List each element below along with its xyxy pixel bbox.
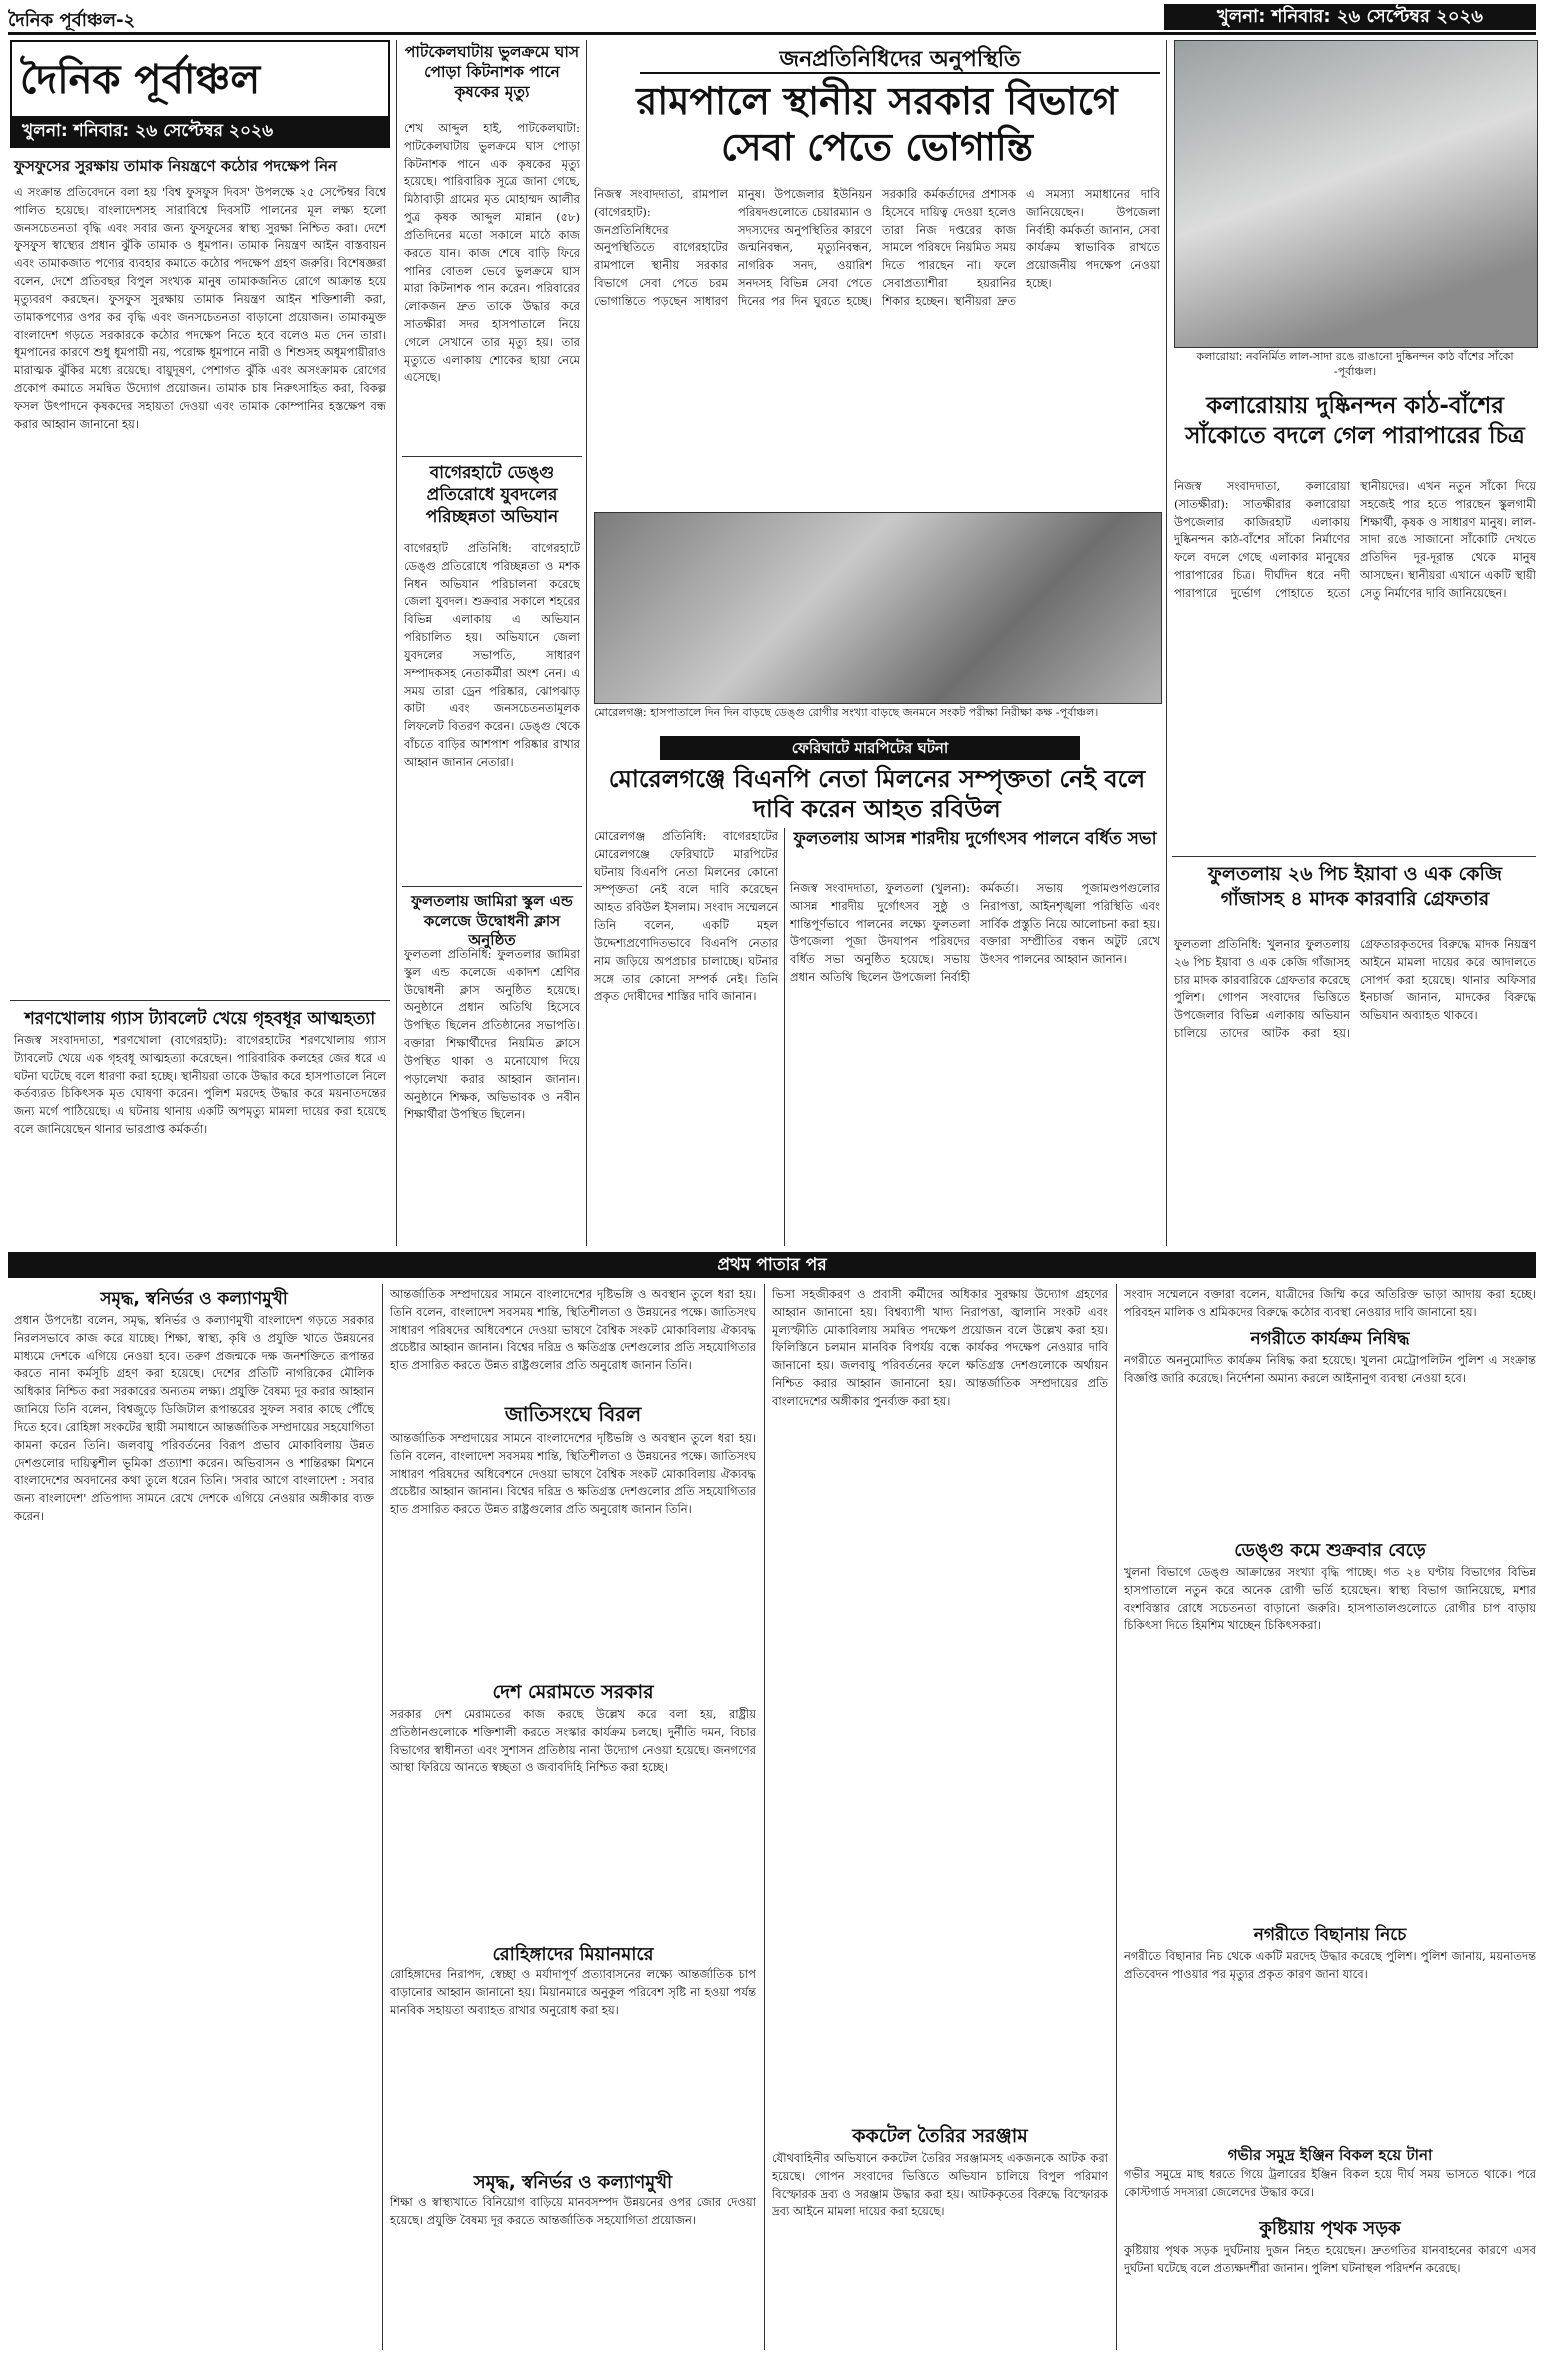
b2-headline2: দেশ মেরামতে সরকার (492, 1681, 654, 1703)
farmer-death-body: শেখ আব্দুল হাই, পাটকেলঘাটা: পাটকেলঘাটায় ভুলক্রমে ঘাস পোড়া কিটনাশক পানে এক কৃষকের মৃত্যু হয়েছে। পারিবারিক সূত্রে জানা গেছে, মিঠাবাড়ী গ্রামের মৃত মোহাম্মদ আলীর পুত্র কৃষক আব্দুল মান্নান (৫৮) প্রতিদিনের মতো সকালে মাঠে কাজ করতে যান। কাজ শেষে বাড়ি ফিরে পানির বোতল ভেবে ভুলক্রমে ঘাস মারা কিটনাশক পান করেন। পরিবারের লোকজন দ্রুত তাকে উদ্ধার করে সাতক্ষীরা সদর হাসপাতালে নিয়ে গেলে সেখানে তার মৃত্যু হয়। তার মৃত্যুতে এলাকায় শোকের ছায়া নেমে এসেছে। (404, 121, 580, 385)
drug-arrest-body: ফুলতলা প্রতিনিধি: খুলনার ফুলতলায় ২৬ পিচ ইয়াবা ও এক কেজি গাঁজাসহ চার মাদক কারবারিকে গ্রেফতার করেছে পুলিশ। গোপন সংবাদের ভিত্তিতে উপজেলার বিভিন্ন এলাকায় অভিযান চালিয়ে তাদের আটক করা হয়। গ্রেফতারকৃতদের বিরুদ্ধে মাদক নিয়ন্ত্রণ আইনে মামলা দায়ের করে আদালতে সোপর্দ করা হয়েছে। থানার অফিসার ইনচার্জ জানান, মাদকের বিরুদ্ধে অভিযান অব্যাহত থাকবে। (1174, 937, 1536, 1041)
b2-body4: শিক্ষা ও স্বাস্থ্যখাতে বিনিয়োগ বাড়িয়ে মানবসম্পদ উন্নয়নের ওপর জোর দেওয়া হয়েছে। প্রযুক্তি বৈষম্য দূর করতে আন্তর্জাতিক সহযোগিতা প্রয়োজন। (390, 2195, 756, 2227)
b2-intro: আন্তর্জাতিক সম্প্রদায়ের সামনে বাংলাদেশের দৃষ্টিভঙ্গি ও অবস্থান তুলে ধরা হয়। তিনি বলেন, বাংলাদেশ সবসময় শান্তি, স্থিতিশীলতা ও উন্নয়নের পক্ষে। জাতিসংঘ সাধারণ পরিষদের অধিবেশনে দেওয়া ভাষণে বৈশ্বিক সংকট মোকাবিলায় ঐক্যবদ্ধ প্রচেষ্টার আহ্বান জানান। বিশ্বের দরিদ্র ও ক্ষতিগ্রস্ত দেশগুলোর প্রতি সহযোগিতার হাত প্রসারিত করতে উন্নত রাষ্ট্রগুলোর প্রতি অনুরোধ জানান তিনি। (390, 1287, 756, 1373)
b2-headline1: জাতিসংঘে বিরল (504, 1402, 642, 1426)
morel-headline: মোরেলগঞ্জে বিএনপি নেতা মিলনের সম্পৃক্ততা নেই বলে দাবি করেন আহত রবিউল (608, 765, 1146, 823)
masthead-date: খুলনা: শনিবার: ২৬ সেপ্টেম্বর ২০২৬ (12, 116, 388, 146)
b5-body4: গভীর সমুদ্রে মাছ ধরতে গিয়ে ট্রলারের ইঞ্জিন বিকল হয়ে দীর্ঘ সময় ভাসতে থাকে। পরে কোস্টগার্ড সদস্যরা জেলেদের উদ্ধার করে। (1124, 2167, 1536, 2199)
b2-body2: সরকার দেশ মেরামতের কাজ করছে উল্লেখ করে বলা হয়, রাষ্ট্রীয় প্রতিষ্ঠানগুলোকে শক্তিশালী করতে সংস্কার কার্যক্রম চলছে। দুর্নীতি দমন, বিচার বিভাগের স্বাধীনতা এবং সুশাসন প্রতিষ্ঠায় নানা উদ্যোগ নেওয়া হয়েছে। জনগণের আস্থা ফিরিয়ে আনতে স্বচ্ছতা ও জবাবদিহি নিশ্চিত করা হচ্ছে। (390, 1707, 756, 1775)
header-rule (8, 32, 1536, 35)
bridge-photo-caption: কলারোয়া: নবনির্মিত লাল-সাদা রঙে রাঙানো দুষ্কিনন্দন কাঠ বাঁশের সাঁকো -পূর্বাঞ্চল। (1196, 350, 1514, 378)
puja-headline: ফুলতলায় আসন্ন শারদীয় দুর্গোৎসব পালনে বর্ধিত সভা (793, 829, 1157, 849)
college-class-body: ফুলতলা প্রতিনিধি: ফুলতলার জামিরা স্কুল এন্ড কলেজে একাদশ শ্রেণির উদ্বোধনী ক্লাস অনুষ্ঠিত হয়েছে। অনুষ্ঠানে প্রধান অতিথি হিসেবে উপস্থিত ছিলেন প্রতিষ্ঠানের সভাপতি। বক্তারা শিক্ষার্থীদের নিয়মিত ক্লাসে উপস্থিত থাকা ও মনোযোগ দিয়ে পড়ালেখা করার আহ্বান জানান। অনুষ্ঠানে শিক্ষক, অভিভাবক ও নবীন শিক্ষার্থীরা উপস্থিত ছিলেন। (404, 947, 580, 1122)
lead-kicker: জনপ্রতিনিধিদের অনুপস্থিতি (640, 42, 1160, 74)
section-band: প্রথম পাতার পর (8, 1252, 1536, 1278)
b5-headline4: গভীর সমুদ্র ইঞ্জিন বিকল হয়ে টানা (1227, 2146, 1433, 2164)
b1-headline: সমৃদ্ধ, স্বনির্ভর ও কল্যাণমুখী (100, 1289, 288, 1309)
b5-body2: খুলনা বিভাগে ডেঙ্গু আক্রান্তের সংখ্যা বৃদ্ধি পাচ্ছে। গত ২৪ ঘণ্টায় বিভাগের বিভিন্ন হাসপাতালে নতুন করে অনেক রোগী ভর্তি হয়েছেন। স্বাস্থ্য বিভাগ জানিয়েছে, মশার বংশবিস্তার রোধে সচেতনতা বাড়ানো জরুরি। হাসপাতালগুলোতে রোগীর চাপ বাড়ায় চিকিৎসা দিতে হিমশিম খাচ্ছেন চিকিৎসকরা। (1124, 1565, 1536, 1633)
b2-body3: রোহিঙ্গাদের নিরাপদ, স্বেচ্ছা ও মর্যাদাপূর্ণ প্রত্যাবাসনের লক্ষ্যে আন্তর্জাতিক চাপ বাড়ানোর আহ্বান জানানো হয়। মিয়ানমারে অনুকূল পরিবেশ সৃষ্টি না হওয়া পর্যন্ত মানবিক সহায়তা অব্যাহত রাখার অনুরোধ করা হয়। (390, 1967, 756, 2017)
col-divider-2 (586, 40, 587, 1246)
morel-body: মোরেলগঞ্জ প্রতিনিধি: বাগেরহাটের মোরেলগঞ্জে ফেরিঘাটে মারপিটের ঘটনায় বিএনপি নেতা মিলনের কোনো সম্পৃক্ততা নেই বলে দাবি করেছেন আহত রবিউল ইসলাম। সংবাদ সম্মেলনে তিনি বলেন, একটি মহল উদ্দেশ্যপ্রণোদিতভাবে বিএনপি নেতার নাম জড়িয়ে অপপ্রচার চালাচ্ছে। ঘটনার সঙ্গে তার কোনো সম্পর্ক নেই। তিনি প্রকৃত দোষীদের শাস্তির দাবি জানান। (594, 829, 778, 1004)
bottom-divider-3 (1116, 1284, 1117, 2350)
dengue-drive-body: বাগেরহাট প্রতিনিধি: বাগেরহাটে ডেঙ্গু প্রতিরোধে পরিচ্ছন্নতা ও মশক নিধন অভিযান পরিচালনা করেছে জেলা যুবদল। শুক্রবার সকালে শহরের বিভিন্ন এলাকায় এ অভিযান পরিচালিত হয়। অভিযানে জেলা যুবদলের সভাপতি, সাধারণ সম্পাদকসহ নেতাকর্মীরা অংশ নেন। এ সময় তারা ড্রেন পরিষ্কার, ঝোপঝাড় কাটা এবং জনসচেতনতামূলক লিফলেট বিতরণ করেন। ডেঙ্গু থেকে বাঁচতে বাড়ির আশপাশ পরিষ্কার রাখার আহ্বান জানান নেতারা। (404, 541, 580, 769)
kolaroa-body: নিজস্ব সংবাদদাতা, কলারোয়া (সাতক্ষীরা): সাতক্ষীরার কলারোয়া উপজেলার কাজিরহাট এলাকায় দুষ্কিনন্দন কাঠ-বাঁশের সাঁকো নির্মাণের ফলে বদলে গেছে এলাকার মানুষের পারাপারের চিত্র। দীর্ঘদিন ধরে নদী পারাপারে দুর্ভোগ পোহাতে হতো স্থানীয়দের। এখন নতুন সাঁকো দিয়ে সহজেই পার হতে পারছেন স্কুলগামী শিক্ষার্থী, কৃষক ও সাধারণ মানুষ। লাল-সাদা রঙে সাজানো সাঁকোটি দেখতে প্রতিদিন দূর-দূরান্ত থেকে মানুষ আসছেন। স্থানীয়রা এখানে একটি স্থায়ী সেতু নির্মাণের দাবি জানিয়েছেন। (1174, 479, 1536, 600)
b4-area (1124, 1286, 1536, 2350)
b5-body3: নগরীতে বিছানার নিচ থেকে একটি মরদেহ উদ্ধার করেছে পুলিশ। পুলিশ জানায়, ময়নাতদন্ত প্রতিবেদন পাওয়ার পর মৃত্যুর প্রকৃত কারণ জানা যাবে। (1124, 1949, 1536, 1981)
col-divider-1 (396, 40, 397, 1246)
b5-body1: নগরীতে অননুমোদিত কার্যক্রম নিষিদ্ধ করা হয়েছে। খুলনা মেট্রোপলিটন পুলিশ এ সংক্রান্ত বিজ্ঞপ্তি জারি করেছে। নির্দেশনা অমান্য করলে আইনানুগ ব্যবস্থা নেওয়া হবে। (1124, 1353, 1536, 1385)
col2-divider-2 (402, 886, 582, 887)
page-header-left: দৈনিক পূর্বাঞ্চল-২ (8, 10, 136, 31)
hospital-photo-caption: মোরেলগঞ্জ: হাসপাতালে দিন দিন বাড়ছে ডেঙ্গু রোগীর সংখ্যা বাড়ছে জনমনে সংকট পরীক্ষা নিরীক্ষা কক্ষ -পূর্বাঞ্চল। (594, 706, 1099, 719)
b2-body1: আন্তর্জাতিক সম্প্রদায়ের সামনে বাংলাদেশের দৃষ্টিভঙ্গি ও অবস্থান তুলে ধরা হয়। তিনি বলেন, বাংলাদেশ সবসময় শান্তি, স্থিতিশীলতা ও উন্নয়নের পক্ষে। জাতিসংঘ সাধারণ পরিষদের অধিবেশনে দেওয়া ভাষণে বৈশ্বিক সংকট মোকাবিলায় ঐক্যবদ্ধ প্রচেষ্টার আহ্বান জানান। বিশ্বের দরিদ্র ও ক্ষতিগ্রস্ত দেশগুলোর প্রতি সহযোগিতার হাত প্রসারিত করতে উন্নত রাষ্ট্রগুলোর প্রতি অনুরোধ জানান তিনি। (390, 1431, 756, 1517)
b5-headline2: ডেঙ্গু কমে শুক্রবার বেড়ে (1234, 1540, 1426, 1561)
kolaroa-headline: কলারোয়ায় দুষ্কিনন্দন কাঠ-বাঁশের সাঁকোতে বদলে গেল পারাপারের চিত্র (1185, 393, 1525, 449)
bottom-divider-1 (382, 1284, 383, 2350)
b5-headline1: নগরীতে কার্যক্রম নিষিদ্ধ (1250, 1329, 1410, 1349)
dengue-drive-headline: বাগেরহাটে ডেঙ্গু প্রতিরোধে যুবদলের পরিচ্ছন্নতা অভিযান (425, 463, 559, 528)
b3-body: ভিসা সহজীকরণ ও প্রবাসী কর্মীদের অধিকার সুরক্ষায় উদ্যোগ গ্রহণের আহ্বান জানানো হয়। বিশ্বব্যাপী খাদ্য নিরাপত্তা, জ্বালানি সংকট এবং মূল্যস্ফীতি মোকাবিলায় সমন্বিত পদক্ষেপ প্রয়োজন বলে উল্লেখ করা হয়। ফিলিস্তিনে চলমান মানবিক বিপর্যয় বন্ধে কার্যকর পদক্ষেপ নেওয়ার দাবি জানানো হয়। জলবায়ু পরিবর্তনের ফলে ক্ষতিগ্রস্ত দেশগুলোকে অর্থায়ন নিশ্চিত করার আহ্বান জানানো হয়। আন্তর্জাতিক সম্প্রদায়ের প্রতি বাংলাদেশের অঙ্গীকার পুনর্ব্যক্ত করা হয়। (772, 1287, 1108, 1408)
suicide-story-headline: শরণখোলায় গ্যাস ট্যাবলেট খেয়ে গৃহবধূর আত্মহত্যা (24, 1009, 376, 1029)
b2-headline3: রোহিঙ্গাদের মিয়ানমারে (492, 1944, 654, 1965)
drug-arrest-headline: ফুলতলায় ২৬ পিচ ইয়াবা ও এক কেজি গাঁজাসহ ৪ মাদক কারবারি গ্রেফতার (1208, 863, 1502, 910)
lead-headline: রামপালে স্থানীয় সরকার বিভাগে সেবা পেতে ভোগান্তি (636, 78, 1118, 170)
morel-divider (784, 828, 785, 1246)
lead-body: নিজস্ব সংবাদদাতা, রামপাল (বাগেরহাট): জনপ্রতিনিধিদের অনুপস্থিতিতে বাগেরহাটের রামপালে স্থানীয় সরকার বিভাগে সেবা পেতে চরম ভোগান্তিতে পড়ছেন সাধারণ মানুষ। উপজেলার ইউনিয়ন পরিষদগুলোতে চেয়ারম্যান ও সদস্যদের অনুপস্থিতির কারণে জন্মনিবন্ধন, মৃত্যুনিবন্ধন, নাগরিক সনদ, ওয়ারিশ সনদসহ বিভিন্ন সেবা পেতে দিনের পর দিন ঘুরতে হচ্ছে। সরকারি কর্মকর্তাদের প্রশাসক হিসেবে দায়িত্ব দেওয়া হলেও তারা নিজ দপ্তরের কাজ সামলে পরিষদে নিয়মিত সময় দিতে পারছেন না। ফলে সেবাপ্রত্যাশীরা হয়রানির শিকার হচ্ছেন। স্থানীয়রা দ্রুত এ সমস্যা সমাধানের দাবি জানিয়েছেন। উপজেলা নির্বাহী কর্মকর্তা জানান, সেবা কার্যক্রম স্বাভাবিক রাখতে প্রয়োজনীয় পদক্ষেপ নেওয়া হচ্ছে। (594, 187, 1160, 308)
suicide-story-body: নিজস্ব সংবাদদাতা, শরণখোলা (বাগেরহাট): বাগেরহাটের শরণখোলায় গ্যাস ট্যাবলেট খেয়ে এক গৃহবধূ আত্মহত্যা করেছেন। পারিবারিক কলহের জের ধরে এ ঘটনা ঘটেছে বলে ধারণা করা হচ্ছে। স্থানীয়রা তাকে উদ্ধার করে হাসপাতালে নিলে কর্তব্যরত চিকিৎসক মৃত ঘোষণা করেন। পুলিশ মরদেহ উদ্ধার করে ময়নাতদন্তের জন্য মর্গে পাঠিয়েছে। এ ঘটনায় থানায় একটি অপমৃত্যু মামলা দায়ের করা হয়েছে বলে জানিয়েছেন থানার ভারপ্রাপ্ত কর্মকর্তা। (14, 1033, 386, 1137)
b3-headline: ককটেল তৈরির সরঞ্জাম (852, 2125, 1028, 2147)
college-class-headline: ফুলতলায় জামিরা স্কুল এন্ড কলেজে উদ্বোধনী ক্লাস অনুষ্ঠিত (411, 892, 573, 949)
tobacco-story-headline: ফুসফুসের সুরক্ষায় তামাক নিয়ন্ত্রণে কঠোর পদক্ষেপ নিন (14, 157, 337, 175)
kolaroa-divider (1172, 856, 1536, 857)
b4-body-text: সংবাদ সম্মেলনে বক্তারা বলেন, যাত্রীদের জিম্মি করে অতিরিক্ত ভাড়া আদায় করা হচ্ছে। পরিবহন মালিক ও শ্রমিকদের বিরুদ্ধে কঠোর ব্যবস্থা নেওয়ার দাবি জানানো হয়। (1124, 1287, 1536, 1319)
page-header-right: খুলনা: শনিবার: ২৬ সেপ্টেম্বর ২০২৬ (1164, 4, 1536, 30)
b3-body2: যৌথবাহিনীর অভিযানে ককটেল তৈরির সরঞ্জামসহ একজনকে আটক করা হয়েছে। গোপন সংবাদের ভিত্তিতে অভিযান চালিয়ে বিপুল পরিমাণ বিস্ফোরক দ্রব্য ও সরঞ্জাম উদ্ধার করা হয়। আটককৃতের বিরুদ্ধে বিস্ফোরক দ্রব্য আইনে মামলা দায়ের করা হয়েছে। (772, 2151, 1108, 2219)
b2-headline4: সমৃদ্ধ, স্বনির্ভর ও কল্যাণমুখী (473, 2172, 673, 2193)
masthead-logo: দৈনিক পূর্বাঞ্চল (20, 56, 261, 103)
b5-headline3: নগরীতে বিছানায় নিচে (1253, 1925, 1407, 1945)
bottom-divider-2 (764, 1284, 765, 2350)
col2-divider-1 (402, 456, 582, 457)
puja-body: নিজস্ব সংবাদদাতা, ফুলতলা (খুলনা): আসন্ন শারদীয় দুর্গোৎসব সুষ্ঠু ও শান্তিপূর্ণভাবে পালনের লক্ষ্যে ফুলতলা উপজেলা পূজা উদযাপন পরিষদের বর্ধিত সভা অনুষ্ঠিত হয়েছে। সভায় প্রধান অতিথি ছিলেন উপজেলা নির্বাহী কর্মকর্তা। সভায় পূজামণ্ডপগুলোর নিরাপত্তা, আইনশৃঙ্খলা পরিস্থিতি এবং সার্বিক প্রস্তুতি নিয়ে আলোচনা করা হয়। বক্তারা সম্প্রীতির বন্ধন অটুট রেখে উৎসব পালনের আহ্বান জানান। (790, 881, 1160, 985)
masthead (10, 40, 390, 148)
morel-kicker: ফেরিঘাটে মারপিটের ঘটনা (660, 736, 1080, 760)
col-divider-3 (1166, 40, 1167, 1246)
hospital-photo (594, 512, 1162, 704)
col1-divider (10, 1000, 390, 1001)
bridge-photo (1174, 40, 1538, 348)
b5-body5: কুষ্টিয়ায় পৃথক সড়ক দুর্ঘটনায় দুজন নিহত হয়েছেন। দ্রুতগতির যানবাহনের কারণে এসব দুর্ঘটনা ঘটেছে বলে প্রত্যক্ষদর্শীরা জানান। পুলিশ ঘটনাস্থল পরিদর্শন করেছে। (1124, 2243, 1536, 2275)
tobacco-story-body: এ সংক্রান্ত প্রতিবেদনে বলা হয় 'বিশ্ব ফুসফুস দিবস' উপলক্ষে ২৫ সেপ্টেম্বর বিশ্বে পালিত হয়েছে। বাংলাদেশসহ সারাবিশ্বে দিবসটি পালনের মূল লক্ষ্য হলো জনসচেতনতা বৃদ্ধি এবং সবার জন্য ফুসফুসের স্বাস্থ্য সুরক্ষা নিশ্চিত করা। দেশে ফুসফুস স্বাস্থ্যের প্রধান ঝুঁকি তামাক ও ধূমপান। তামাক নিয়ন্ত্রণ আইন বাস্তবায়ন এবং তামাকজাত পণ্যের ব্যবহার কমাতে কঠোর পদক্ষেপ গ্রহণ জরুরি। বিশেষজ্ঞরা বলেন, দেশে প্রতিবছর বিপুল সংখ্যক মানুষ তামাকজনিত রোগে আক্রান্ত হয়ে মৃত্যুবরণ করছেন। ফুসফুস সুরক্ষায় তামাক নিয়ন্ত্রণ আইন শক্তিশালী করা, তামাকপণ্যের ওপর কর বৃদ্ধি এবং জনসচেতনতা বাড়ানো প্রয়োজন। তামাকমুক্ত বাংলাদেশ গড়তে সরকারকে কঠোর পদক্ষেপ নিতে হবে বলেও মত দেন তারা। ধূমপানের কারণে শুধু ধূমপায়ী নয়, পরোক্ষ ধূমপানে নারী ও শিশুসহ অধূমপায়ীরাও মারাত্মক ঝুঁকির মধ্যে রয়েছে। বায়ুদূষণ, পেশাগত ঝুঁকি এবং অসংক্রামক রোগের প্রকোপ কমাতে সমন্বিত উদ্যোগ প্রয়োজন। তামাক চাষ নিরুৎসাহিত করা, বিকল্প ফসল উৎপাদনে কৃষকদের সহায়তা দেওয়া এবং তামাক কোম্পানির হস্তক্ষেপ বন্ধ করার আহ্বান জানানো হয়। (14, 185, 386, 431)
b1-body: প্রধান উপদেষ্টা বলেন, সমৃদ্ধ, স্বনির্ভর ও কল্যাণমুখী বাংলাদেশ গড়তে সরকার নিরলসভাবে কাজ করে যাচ্ছে। শিক্ষা, স্বাস্থ্য, কৃষি ও প্রযুক্তি খাতে উন্নয়নের মাধ্যমে দেশকে এগিয়ে নেওয়া হবে। তরুণ প্রজন্মকে দক্ষ জনশক্তিতে রূপান্তর করতে নানা কর্মসূচি গ্রহণ করা হয়েছে। দেশের প্রতিটি নাগরিকের মৌলিক অধিকার নিশ্চিত করা সরকারের অন্যতম লক্ষ্য। প্রযুক্তি বৈষম্য দূর করার আহ্বান জানিয়ে তিনি বলেন, বিশ্বজুড়ে ডিজিটাল রূপান্তরের সুফল সবার কাছে পৌঁছে দিতে হবে। রোহিঙ্গা সংকটের স্থায়ী সমাধানে আন্তর্জাতিক সম্প্রদায়ের সহযোগিতা কামনা করেন তিনি। জলবায়ু পরিবর্তনের বিরূপ প্রভাব মোকাবিলায় উন্নত দেশগুলোর দায়িত্বশীল ভূমিকা প্রত্যাশা করেন। অভিবাসন ও শান্তিরক্ষা মিশনে বাংলাদেশের অবদানের কথা তুলে ধরেন তিনি। 'সবার আগে বাংলাদেশ : সবার জন্য বাংলাদেশ' প্রতিপাদ্য সামনে রেখে দেশকে এগিয়ে নেওয়ার অঙ্গীকার ব্যক্ত করেন। (14, 1313, 374, 1523)
farmer-death-headline: পাটকেলঘাটায় ভুলক্রমে ঘাস পোড়া কিটনাশক পানে কৃষকের মৃত্যু (404, 43, 580, 102)
b5-headline5: কুষ্টিয়ায় পৃথক সড়ক (1259, 2218, 1401, 2239)
